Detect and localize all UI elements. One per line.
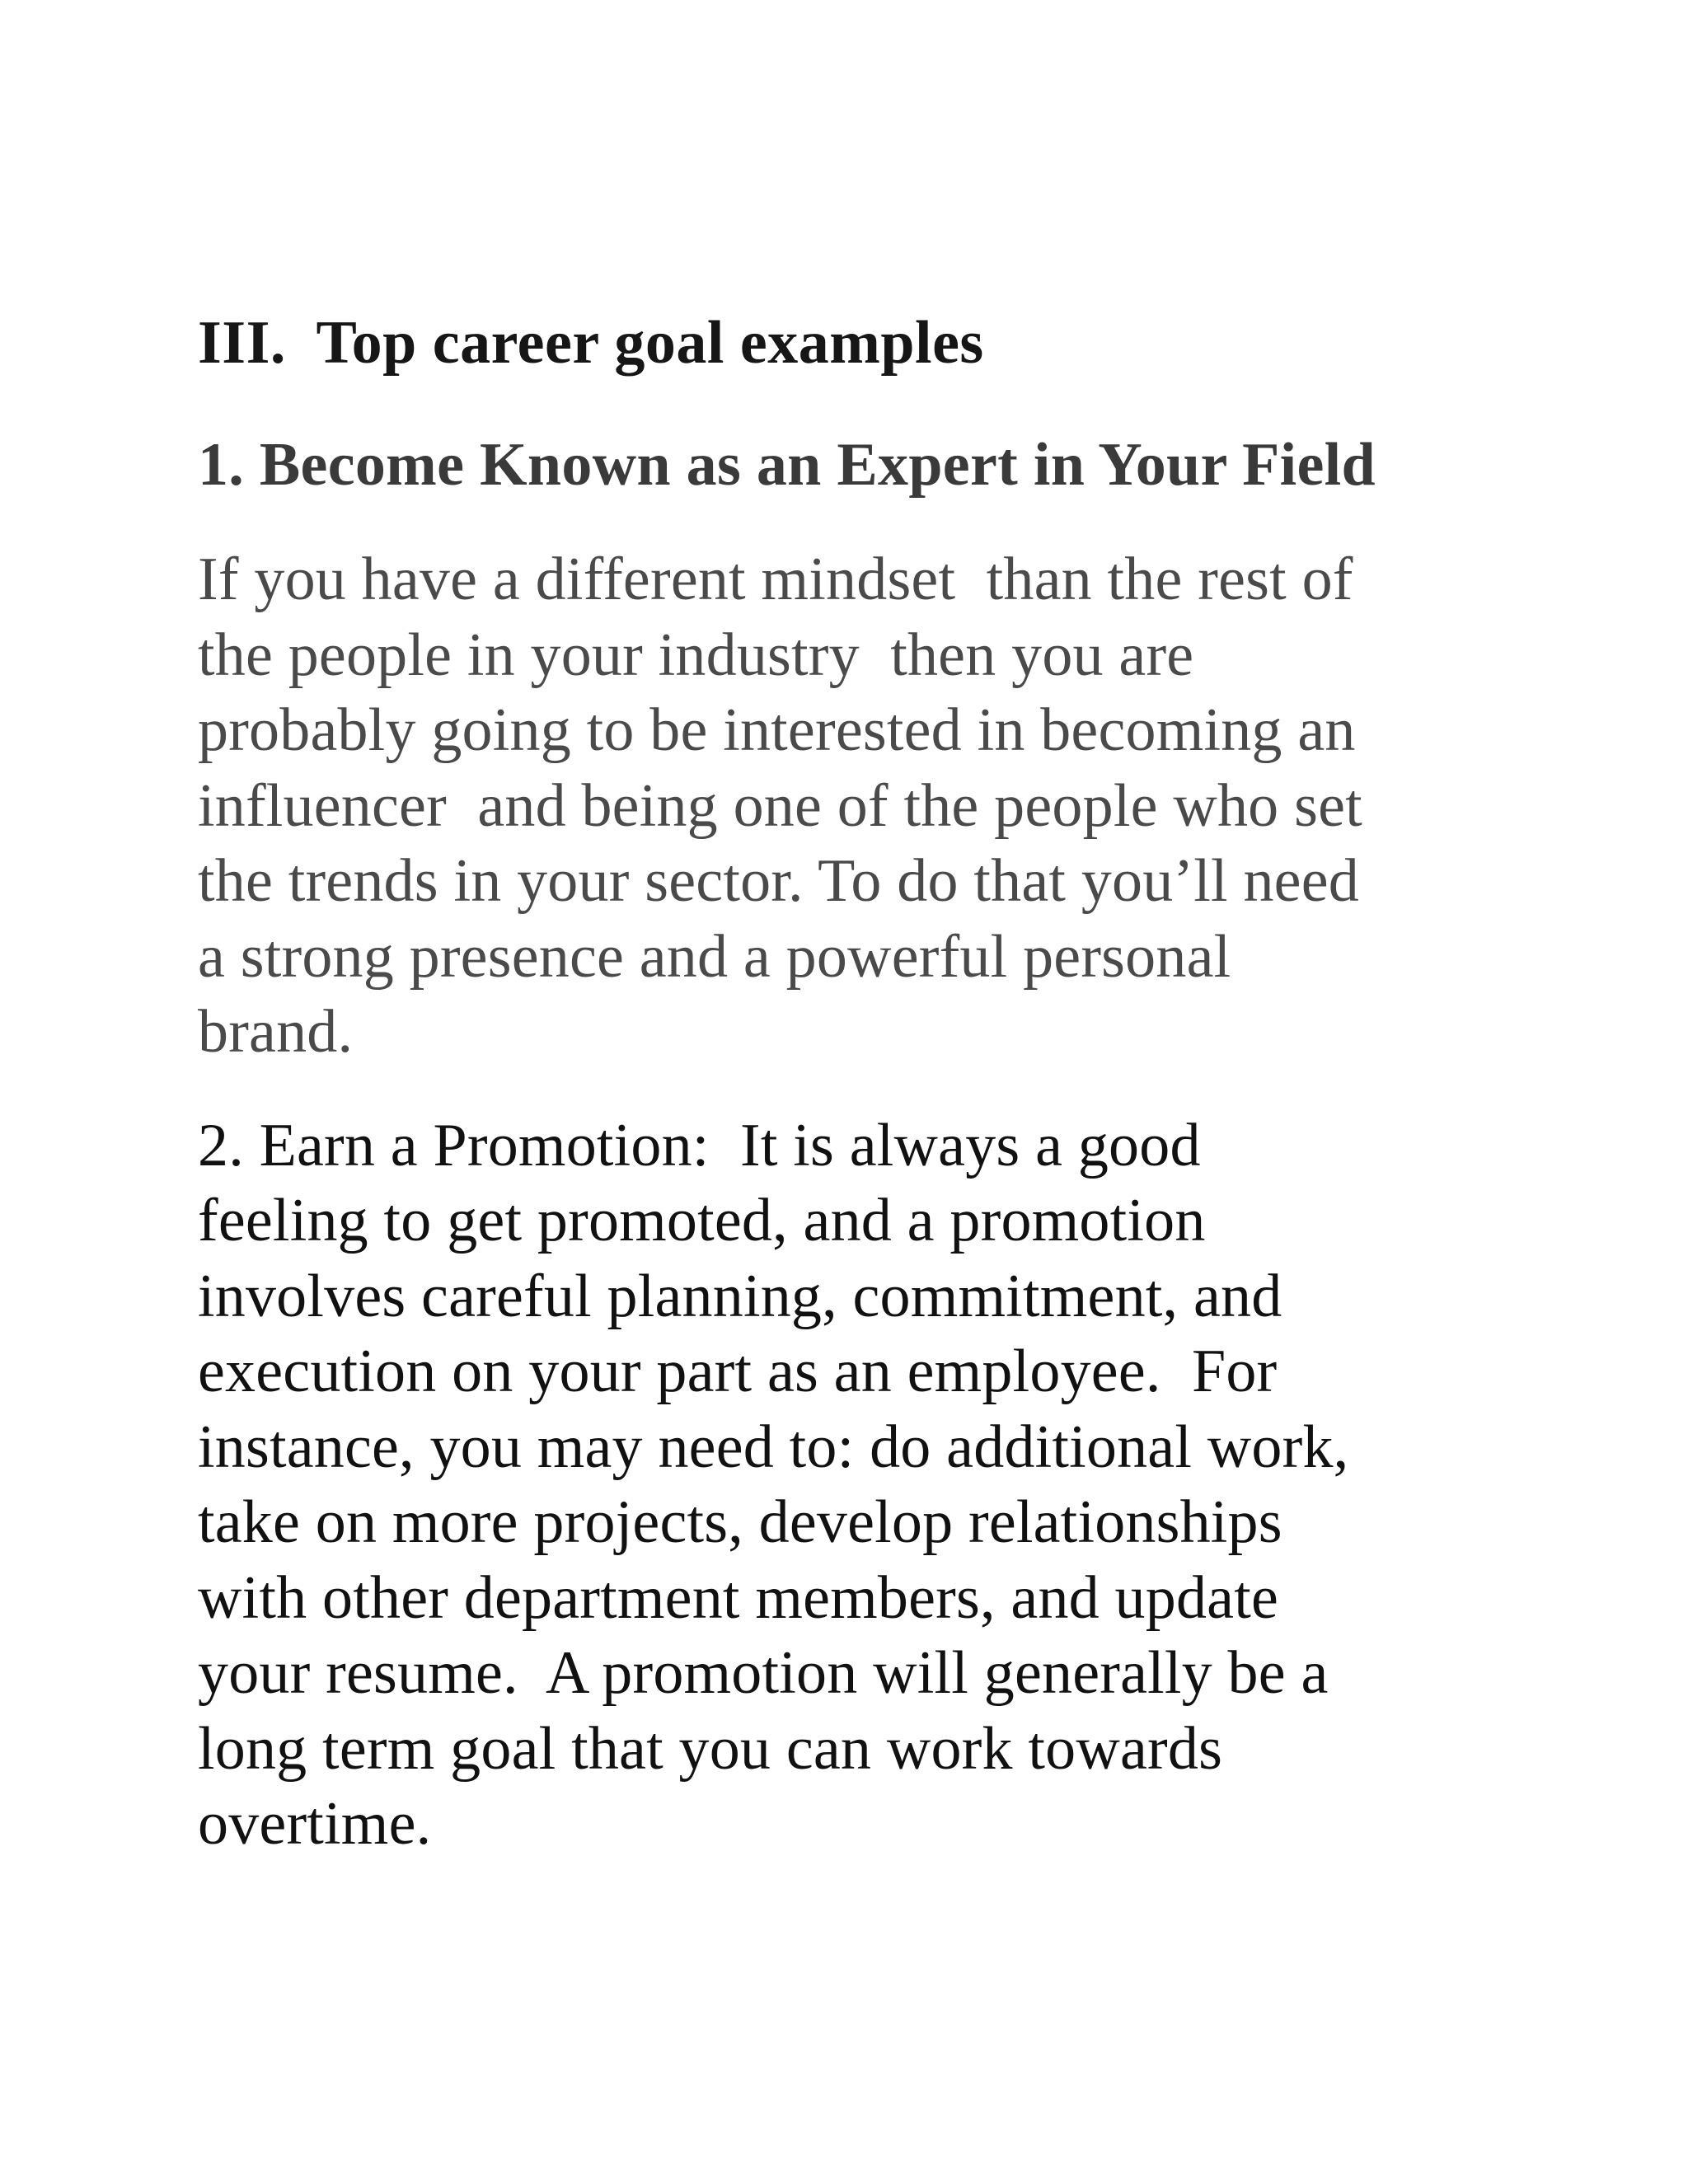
paragraph-line: a strong presence and a powerful personal <box>198 922 1231 991</box>
goal-1-paragraph <box>198 542 1517 1071</box>
document-content <box>198 307 1517 1863</box>
paragraph-line: with other department members, and update <box>198 1563 1279 1632</box>
paragraph-line: execution on your part as an employee. For <box>198 1338 1278 1405</box>
paragraph-line: your resume. A promotion will generally be a <box>198 1639 1329 1707</box>
paragraph-line: If you have a different mindset than the rest of <box>198 546 1353 613</box>
paragraph-line: influencer and being one of the people who set <box>198 771 1362 840</box>
paragraph-line: involves careful planning, commitment, and <box>198 1262 1282 1330</box>
paragraph-line: take on more projects, develop relationships <box>198 1488 1282 1556</box>
paragraph-line: long term goal that you can work towards <box>198 1714 1223 1783</box>
paragraph-line: feeling to get promoted, and a promotion <box>198 1187 1206 1254</box>
goal-1-heading: 1. Become Known as an Expert in Your Field <box>198 431 1376 499</box>
paragraph-line: probably going to be interested in becoming an <box>198 696 1356 764</box>
paragraph-line: overtime. <box>198 1790 432 1858</box>
paragraph-line: the people in your industry then you are <box>198 621 1194 689</box>
paragraph-line: 2. Earn a Promotion: It is always a good <box>198 1111 1201 1179</box>
paragraph-line: brand. <box>198 998 354 1066</box>
paragraph-line: the trends in your sector. To do that you’ll need <box>198 847 1359 915</box>
section-heading: III. Top career goal examples <box>198 309 984 377</box>
goal-2-paragraph <box>198 1108 1517 1863</box>
paragraph-line: instance, you may need to: do additional work, <box>198 1413 1349 1481</box>
